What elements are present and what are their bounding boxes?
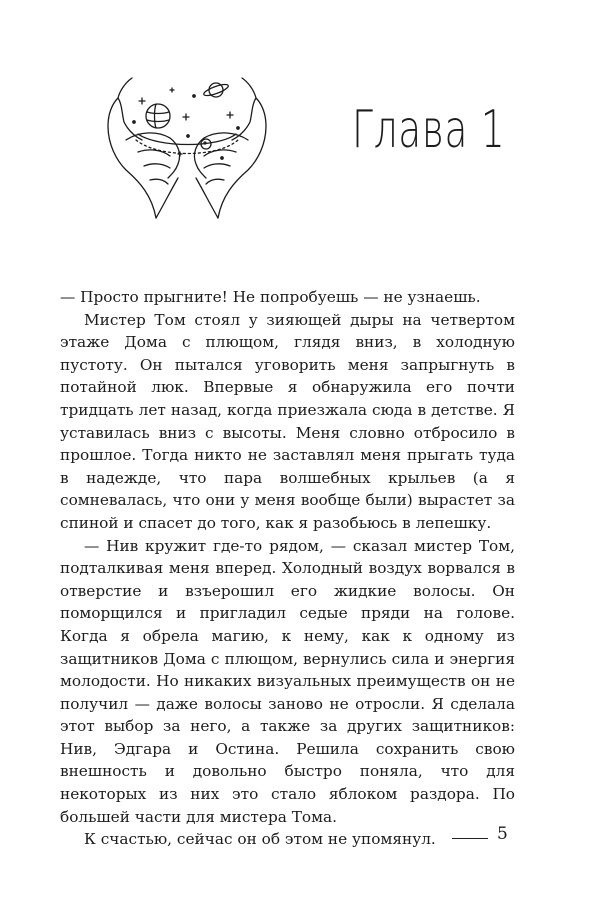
paragraph: Мистер Том стоял у зияющей дыры на четвертом этаже Дома с плющом, глядя вниз, в холодную пустоту. Он пытался уговорить меня запрыгнуть в потайной люк. Впервые я обнаружила его почти тридцать лет назад, когда приезжала сюда в детстве. Я уставилась вниз с высоты. Меня словно отбросило в прошлое. Тогда никто не заставлял меня прыгать туда в надежде, что пара волшебных крыльев (а я сомневалась, что они у меня вообще были) вырастет за спиной и спасет до того, как я разобьюсь в лепешку. (60, 310, 515, 532)
hands-with-planets-icon (98, 68, 276, 220)
paragraph: — Нив кружит где-то рядом, — сказал мистер Том, подталкивая меня вперед. Холодный воздух ворвался в отверстие и взъерошил его жидкие волосы. Он поморщился и пригладил седые пряди на голове. Когда я обрела магию, к нему, как к одному из защитников Дома с плющом, вернулись сила и энергия молодости. Но никаких визуальных преимуществ он не получил — даже волосы заново не отросли. Я сделала этот выбор за него, а также за других защитников: Нив, Эдгара и Остина. Решила сохранить свою внешность и довольно быстро поняла, что для некоторых из них это стало яблоком раздора. По большей части для мистера Тома. (60, 536, 515, 826)
paragraph: К счастью, сейчас он об этом не упомянул. (84, 830, 436, 849)
footer-rule (452, 838, 488, 839)
paragraph: — Просто прыгните! Не попробуешь — не узнаешь. (60, 288, 481, 306)
body-text (60, 286, 515, 851)
chapter-title: Глава 1 (352, 100, 506, 160)
page-number: 5 (497, 824, 508, 844)
